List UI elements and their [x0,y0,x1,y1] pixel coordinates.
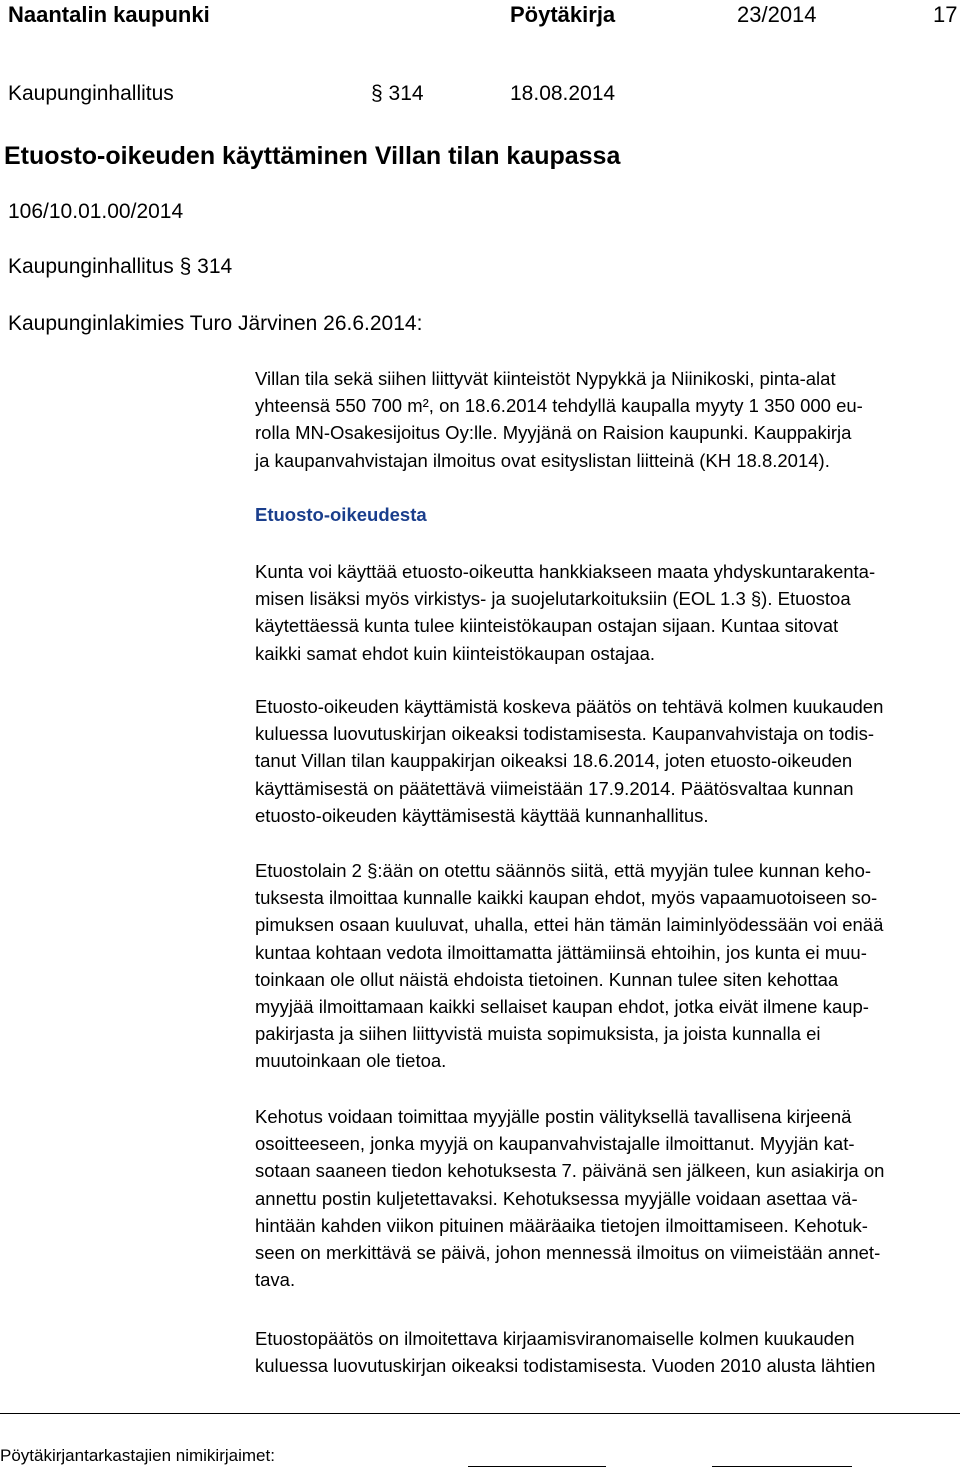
text-line: kuluessa luovutuskirjan oikeaksi todistamisesta. Vuoden 2010 alusta lähtien [255,1355,876,1377]
text-line: misen lisäksi myös virkistys- ja suojelutarkoituksiin (EOL 1.3 §). Etuostoa [255,588,851,610]
text-line: sotaan saaneen tiedon kehotuksesta 7. päivänä sen jälkeen, kun asiakirja on [255,1160,885,1182]
paragraph-1 [255,365,960,474]
page-number: 17 [933,2,958,27]
text-line: annettu postin kuljetettavaksi. Kehotuksessa myyjälle voidaan asettaa vä- [255,1187,858,1209]
text-line: Kehotus voidaan toimittaa myyjälle postin välityksellä tavallisena kirjeenä [255,1106,852,1127]
text-line: kuluessa luovutuskirjan oikeaksi todistamisesta. Kaupanvahvistaja on todis- [255,723,875,745]
text-line: myyjää ilmoittamaan kaikki sellaiset kaupan ehdot, jotka eivät ilmene kaup- [255,996,869,1018]
text-line: etuosto-oikeuden käyttämisestä käyttää kunnanhallitus. [255,804,709,826]
text-line: tava. [255,1269,296,1291]
signatures-label: Pöytäkirjantarkastajien nimikirjaimet: [0,1446,275,1465]
text-line: tuksesta ilmoittaa kunnalle kaikki kaupan ehdot, myös vapaamuotoiseen so- [255,887,878,909]
text-line: Etuostolain 2 §:ään on otettu säännös siitä, että myyjän tulee kunnan keho- [255,860,872,881]
text-line: Kunta voi käyttää etuosto-oikeutta hankkiakseen maata yhdyskuntarakenta- [255,561,876,582]
meeting-section: § 314 [371,82,424,105]
record-number: 106/10.01.00/2014 [8,200,184,223]
text-line: Etuosto-oikeuden käyttämistä koskeva päätös on tehtävä kolmen kuukauden [255,696,884,717]
text-line: käytettäessä kunta tulee kiinteistökaupan ostajan sijaan. Kuntaa sitovat [255,615,839,637]
text-line: kaikki samat ehdot kuin kiinteistökaupan ostajaa. [255,642,656,664]
paragraph-5 [255,1103,960,1293]
text-line: muutoinkaan ole tietoa. [255,1050,447,1072]
text-line: osoitteeseen, jonka myyjä on kaupanvahvistajalle ilmoittanut. Myyjän kat- [255,1133,855,1155]
document-type: Pöytäkirja [510,2,616,27]
paragraph-3 [255,693,960,829]
text-line: hintään kahden viikon pituinen määräaika tietojen ilmoittamiseen. Kehotuk- [255,1214,868,1236]
paragraph-6 [255,1325,960,1379]
text-line: ja kaupanvahvistajan ilmoitus ovat esityslistan liitteinä (KH 18.8.2014). [255,449,830,471]
history-line: Kaupunginhallitus § 314 [8,255,233,278]
text-line: yhteensä 550 700 m², on 18.6.2014 tehdyllä kaupalla myyty 1 350 000 eu- [255,395,863,417]
section-heading: Etuosto-oikeudesta [255,504,427,525]
text-line: rolla MN-Osakesijoitus Oy:lle. Myyjänä on Raision kaupunki. Kauppakirja [255,422,852,444]
text-line: pimuksen osaan kuuluvat, uhalla, ettei hän tämän laiminlyödessään voi enää [255,914,884,936]
preparer-line: Kaupunginlakimies Turo Järvinen 26.6.2014: [8,312,423,335]
text-line: Etuostopäätös on ilmoitettava kirjaamisviranomaiselle kolmen kuukauden [255,1328,855,1349]
paragraph-2 [255,558,960,667]
meeting-date: 18.08.2014 [510,82,616,105]
text-line: Villan tila sekä siihen liittyvät kiinteistöt Nypykkä ja Niinikoski, pinta-alat [255,368,836,389]
signature-line-1 [468,1466,606,1467]
meeting-body: Kaupunginhallitus [8,82,174,105]
document-number: 23/2014 [737,2,817,27]
text-line: kuntaa kohtaan vedota ilmoittamatta jättämiinsä ehtoihin, jos kunta ei muu- [255,941,867,963]
text-line: tanut Villan tilan kauppakirjan oikeaksi 18.6.2014, joten etuosto-oikeuden [255,750,853,772]
text-line: käyttämisestä on päätettävä viimeistään 17.9.2014. Päätösvaltaa kunnan [255,777,854,799]
text-line: pakirjasta ja siihen liittyvistä muista sopimuksista, ja joista kunnalla ei [255,1023,821,1045]
text-line: toinkaan ole ollut näistä ehdoista tietoinen. Kunnan tulee siten kehottaa [255,968,839,990]
text-line: seen on merkittävä se päivä, johon mennessä ilmoitus on viimeistään annet- [255,1242,881,1264]
organization-name: Naantalin kaupunki [8,2,210,27]
paragraph-4 [255,857,960,1075]
page-title: Etuosto-oikeuden käyttäminen Villan tilan kaupassa [4,142,621,170]
signature-line-2 [712,1466,852,1467]
footer-divider [0,1413,960,1414]
